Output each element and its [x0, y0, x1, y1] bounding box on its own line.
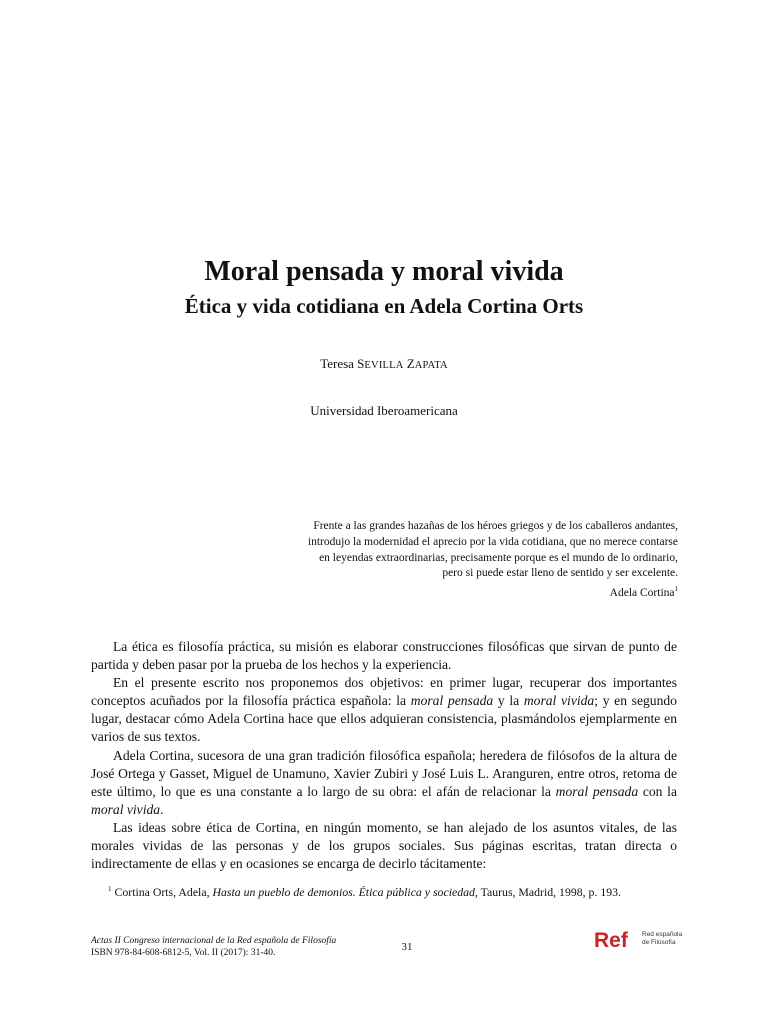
epigraph-line: introdujo la modernidad el aprecio por la vida cotidiana, que no merece contarse	[307, 535, 678, 548]
epigraph-author: Adela Cortina	[609, 587, 675, 600]
author-name-part: Z	[403, 356, 415, 371]
epigraph	[240, 519, 678, 602]
footnote-number: 1	[108, 885, 112, 893]
paragraph-text: .	[160, 801, 164, 817]
footnote-text: Taurus, Madrid, 1998, p. 193.	[477, 885, 621, 899]
author-name-part: Teresa S	[320, 356, 365, 371]
ref-logo	[594, 929, 684, 951]
footnote-book-title: Hasta un pueblo de demonios. Ética pública y sociedad,	[212, 885, 478, 899]
paragraph-text: Adela Cortina, sucesora de una gran tradición filosófica española; heredera de filósofos de la altura de José Ortega y Gasset, Miguel de Unamuno, Xavier Zubiri y José Luis L. Aranguren, entre otros, retoma de este último, lo que es una constante a lo largo de su obra: el afán de relacionar la	[91, 747, 677, 799]
paragraph-text: y la	[493, 693, 524, 709]
footer-citation	[91, 935, 411, 959]
author-affiliation: Universidad Iberoamericana	[310, 403, 458, 418]
paragraph	[91, 638, 677, 674]
isbn-line: ISBN 978-84-608-6812-5, Vol. II (2017): 31-40.	[91, 948, 276, 958]
emphasis-term: moral pensada	[410, 693, 494, 709]
footnote	[108, 881, 688, 900]
epigraph-attribution	[240, 582, 678, 602]
paragraph-text: En el presente escrito nos proponemos dos objetivos: en primer lugar, recuperar dos importantes conceptos acuñados por la filosofía práctica española: la	[91, 675, 677, 709]
paragraph-text: con la	[638, 783, 677, 799]
body-text	[91, 638, 677, 873]
paragraph	[91, 674, 677, 746]
paragraph-text: ; y en segundo lugar, destacar cómo Adela Cortina hace que ellos adquieran consistencia, plasmándolos ejemplarmente en varios de sus textos.	[91, 693, 677, 745]
ref-logo-mark: Ref	[594, 929, 628, 951]
ref-logo-text-line: Red española	[642, 931, 683, 938]
emphasis-term: moral pensada	[555, 783, 639, 799]
paragraph	[91, 747, 677, 819]
emphasis-term: moral vivida	[91, 801, 161, 817]
emphasis-term: moral vivida	[523, 693, 595, 709]
author-name-smallcaps: EVILLA	[364, 360, 404, 371]
page-number: 31	[401, 941, 413, 953]
author-name	[0, 356, 768, 374]
paper-subtitle: Ética y vida cotidiana en Adela Cortina Orts	[184, 294, 584, 318]
paper-title: Moral pensada y moral vivida	[204, 256, 564, 287]
paragraph	[91, 819, 677, 873]
footnote-text: Cortina Orts, Adela,	[114, 885, 213, 899]
author-name-smallcaps: APATA	[414, 360, 448, 371]
paragraph-text: La ética es filosofía práctica, su misión es elaborar construcciones filosóficas que sirvan de punto de partida y deben pasar por la prueba de los hechos y la experiencia.	[91, 639, 677, 673]
epigraph-line: en leyendas extraordinarias, precisamente porque es el mundo de lo ordinario,	[319, 551, 678, 564]
ref-logo-text	[642, 931, 686, 946]
epigraph-line: pero si puede estar lleno de sentido y ser excelente.	[442, 567, 678, 580]
paragraph-text: Las ideas sobre ética de Cortina, en ningún momento, se han alejado de los asuntos vitales, de las morales vividas de las personas y de los grupos sociales. Sus páginas escritas, tratan directa o indirectamente de ellas y en ocasiones se encarga de decirlo tácitamente:	[91, 819, 677, 872]
ref-logo-text-line: de Filosofía	[642, 938, 676, 946]
footnote-reference[interactable]: 1	[674, 585, 678, 594]
journal-name: Actas II Congreso internacional de la Red española de Filosofía	[91, 936, 337, 946]
epigraph-line: Frente a las grandes hazañas de los héroes griegos y de los caballeros andantes,	[313, 520, 678, 532]
ref-logo-icon	[594, 929, 638, 951]
